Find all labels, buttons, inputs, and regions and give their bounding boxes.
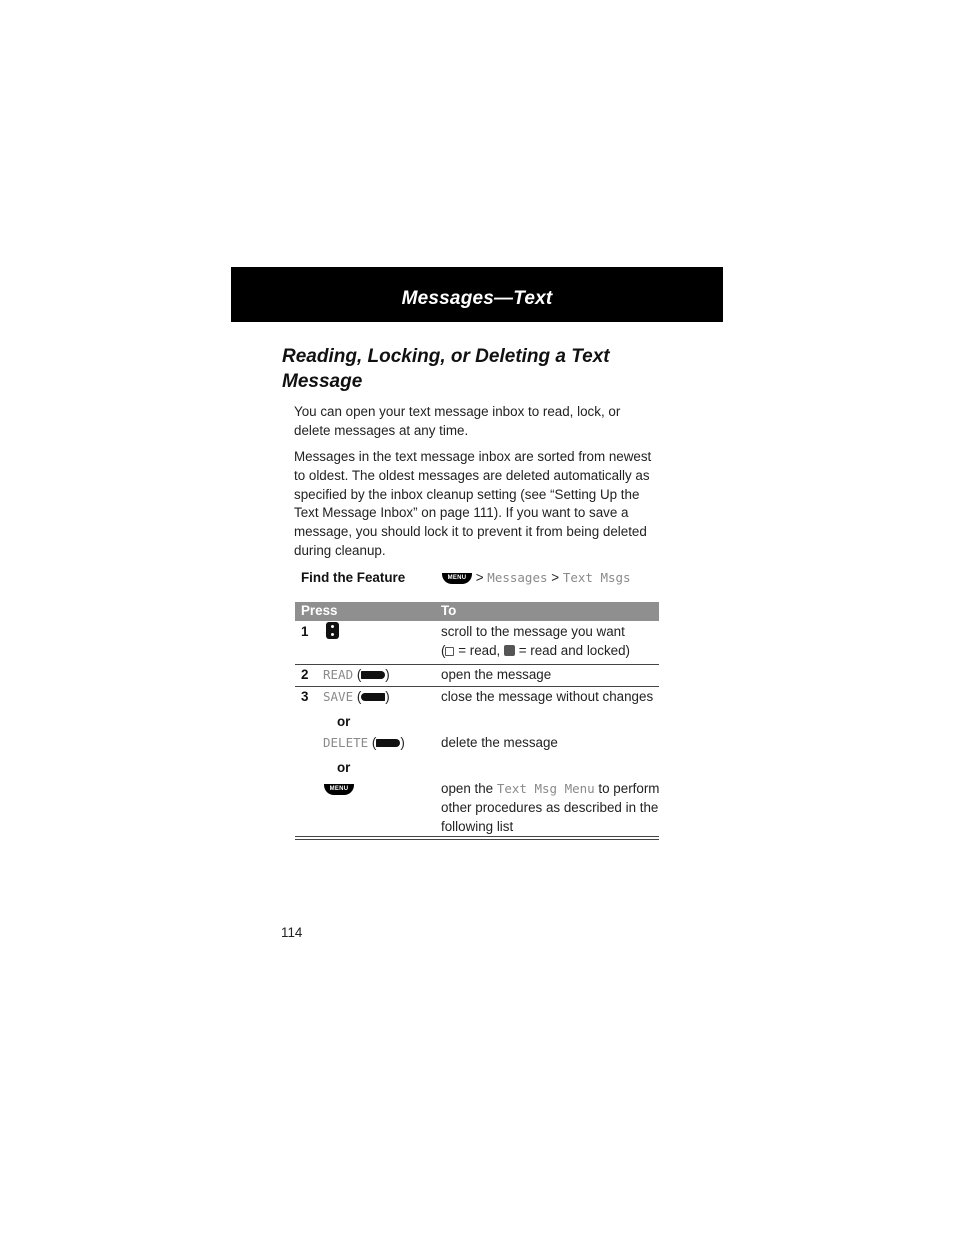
find-feature-label: Find the Feature — [301, 570, 406, 585]
read-soft-key: READ ( ) — [323, 667, 390, 682]
save-soft-key: SAVE ( ) — [323, 689, 390, 704]
left-soft-key-icon — [361, 693, 385, 701]
or-separator: or — [337, 714, 351, 729]
menu-key-icon: MENU — [442, 573, 472, 584]
path-item-text-msgs: Text Msgs — [562, 570, 631, 585]
chapter-title: Messages—Text — [401, 288, 553, 309]
nav-key-icon — [326, 622, 339, 641]
table-bottom-rule — [295, 836, 659, 837]
feature-path — [442, 570, 631, 585]
table-bottom-rule — [295, 839, 659, 840]
right-soft-key-icon — [376, 739, 400, 747]
column-header-press: Press — [301, 603, 338, 618]
menu-key — [324, 779, 354, 798]
table-row-number: 1 — [301, 624, 309, 639]
envelope-read-icon — [445, 647, 454, 656]
right-soft-key-icon — [361, 671, 385, 679]
path-separator: > — [551, 570, 560, 585]
table-row-number: 3 — [301, 689, 309, 704]
table-row-description: close the message without changes — [441, 689, 654, 704]
table-row-description: open the message — [441, 667, 552, 682]
table-row-description: delete the message — [441, 735, 558, 750]
chapter-header-bar — [231, 267, 723, 322]
sorting-paragraph: Messages in the text message inbox are sorted from newest to oldest. The oldest messages are deleted automatically as specified by the inbox cleanup setting (see “Setting Up the Text Message Inbox” on page 111). If you want to save a message, you should lock it to prevent it from being deleted during cleanup. — [294, 449, 652, 558]
table-row-description: open the Text Msg Menu to perform other procedures as described in the following list — [441, 781, 660, 834]
table-row-description: scroll to the message you want ( = read, = read and locked) — [441, 624, 630, 658]
menu-key-icon: MENU — [324, 784, 354, 795]
table-header — [295, 602, 659, 621]
delete-soft-key: DELETE ( ) — [323, 735, 405, 750]
find-the-feature-row — [301, 570, 661, 590]
page-number: 114 — [281, 925, 303, 940]
section-title: Reading, Locking, or Deleting a Text Message — [282, 346, 610, 392]
table-row-number: 2 — [301, 667, 309, 682]
column-header-to: To — [441, 603, 457, 618]
path-item-messages: Messages — [487, 570, 548, 585]
intro-paragraph: You can open your text message inbox to read, lock, or delete messages at any time. — [294, 404, 621, 438]
path-separator: > — [475, 570, 484, 585]
or-separator: or — [337, 760, 351, 775]
lock-icon — [504, 645, 515, 656]
